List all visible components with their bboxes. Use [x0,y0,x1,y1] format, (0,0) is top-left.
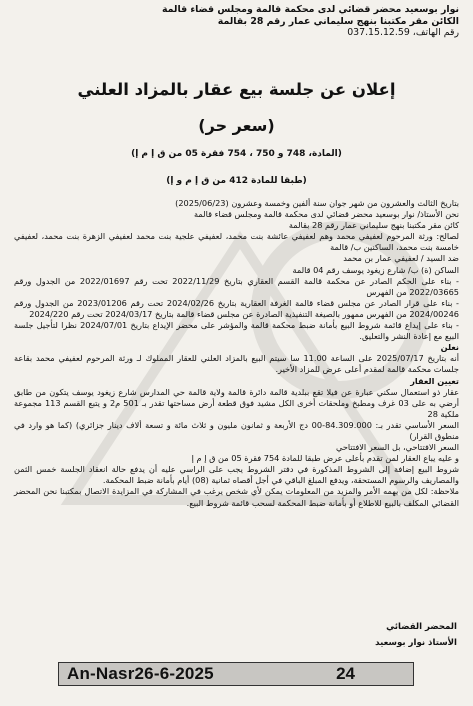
appeal-paragraph: - بناء على قرار الصادر عن مجلس قضاء قالمة الغرفة العقارية بتاريخ 2024/02/26 تحت رقم 2023/01206 من الجدول ورقم 2024/00246 من الفهرس ممهور بالصيغة التنفيذية الصادرة عن مجلس قضاء قالمة بتاريخ 2024/03/17 تحت رقم 2024/220 [14,297,459,319]
bailiff-header [159,4,459,39]
sale-terms-paragraph: شروط البيع إضافة إلى الشروط المذكورة في دفتر الشروط يجب على الراسي عليه أن يدفع حالة انعقاد الجلسة خمس الثمن والمصاريف والرسوم المستحقة، ويدفع المبلغ الباقي في أجل أقصاه ثمانية (08) أيام بأمانة ضبط المحكمة. [14,464,459,486]
signature-block [375,619,457,651]
newspaper-date-label: An-Nasr26-6-2025 [67,664,214,683]
legal-articles: (المادة، 748 و 750 ، 754 فقرة 05 من ق إ م إ) [131,149,342,159]
judgment-paragraph: - بناء على الحكم الصادر عن محكمة قالمة القسم العقاري بتاريخ 2022/11/29 تحت رقم 2022/01697 من الجدول ورقم 2022/03665 من الفهرس [14,275,459,297]
date-paragraph: بتاريخ الثالث والعشرون من شهر جوان سنة ألفين وخمسة وعشرون (2025/06/23) [175,198,459,208]
beneficiaries-paragraph: لصالح: ورثة المرحوم لعفيفي محمد وهم لعفيفي عائشة بنت محمد، لعفيفي علجية بنت محمد لعفيفي الزهرة بنت محمد، لعفيفي خامسة بنت محمد، الساكنين ب/ قالمة [14,231,459,253]
announcement-subtitle: (سعر حر) [198,116,275,135]
header-phone: رقم الهاتف، 037.15.12.59 [347,27,459,39]
conditions-paragraph: - بناء على إيداع قائمة شروط البيع بأمانة ضبط محكمة قالمة والمؤشر على محضر الإيداع بتاريخ 2024/07/01 نظرا لتأجيل جلسة البيع مع إعادة النشر والتعليق. [14,320,459,342]
address-paragraph: الساكن (ة) ب/ شارع زيغود يوسف رقم 04 قالمة [292,264,459,275]
header-line-1: نوار بوسعيد محضر قضائي لدى محكمة قالمة ومجلس قضاء قالمة [161,4,459,15]
sale-rule-paragraph: و عليه يباع العقار لمن تقدم بأعلى عرض طبقا للمادة 754 فقرة 05 من ق إ م إ [191,453,459,464]
property-heading: تعيين العقار [410,375,459,386]
page-number: 24 [336,664,355,683]
bailiff-paragraph: نحن الأستاذ/ نوار بوسعيد محضر قضائي لدى محكمة قالمة ومجلس قضاء قالمة [193,209,459,220]
note-paragraph: ملاحظة: لكل من يهمه الأمر والمزيد من المعلومات يمكن لأي شخص يرغب في المشاركة في المزايدة الاتصال بمكتبنا نحن المحضر القضائي المكلف بالبيع للاطلاع أو بأمانة ضبط المحكمة لسحب قائمة شروط البيع. [14,486,459,508]
legal-articles-2: (طبقا للمادة 412 من ق إ م و إ) [166,176,307,186]
base-price-paragraph: السعر الأساسي تقدر بـ: 84.309.000-00 دج الأربعة و ثمانون مليون و ثلاث مائة و تسعة ألاف دينار جزائري) (كما هو وارد في منطوق القرار) [14,419,459,441]
defendant-paragraph: ضد السيد / لعفيفي عمار بن محمد [343,253,459,264]
header-line-2: الكائن مقر مكتبنا بنهج سليماني عمار رقم 28 بقالمة [217,15,459,27]
announcement-title: إعلان عن جلسة بيع عقار بالمزاد العلني [77,80,396,99]
announcement-body [14,198,459,509]
announce-heading: نعلن [440,342,459,353]
signature-name: الأستاذ نوار بوسعيد [375,638,457,648]
opening-price-paragraph: السعر الافتتاحي، بل السعر الافتتاحي [336,442,459,453]
signature-title: المحضر القضائي [386,622,457,632]
office-paragraph: كائن مقر مكتبنا بنهج سليماني عمار رقم 28 بقالمة [288,220,459,231]
sale-date-paragraph: أنه بتاريخ 2025/07/17 على الساعة 11.00 سا سيتم البيع بالمزاد العلني للعقار المملوك لـ ورثة المرحوم لعفيفي محمد بقاعة جلسات محكمة قالمة لمقدم أعلى عرض للمزاد الأخير. [14,353,460,375]
property-description: عقار ذو استعمال سكني عبارة عن فيلا تقع ببلدية قالمة دائرة قالمة ولاية قالمة حي المدارس شارع زيغود يوسف يتكون من طابق أرضي به على 03 غرف ومطبخ وملحقات أخرى الكل مشيد فوق قطعة أرض مساحتها تقدر بـ 501 م2 و يتبع القسم 113 مجموعة ملكية 28 [14,386,459,419]
newspaper-footer [58,662,414,686]
